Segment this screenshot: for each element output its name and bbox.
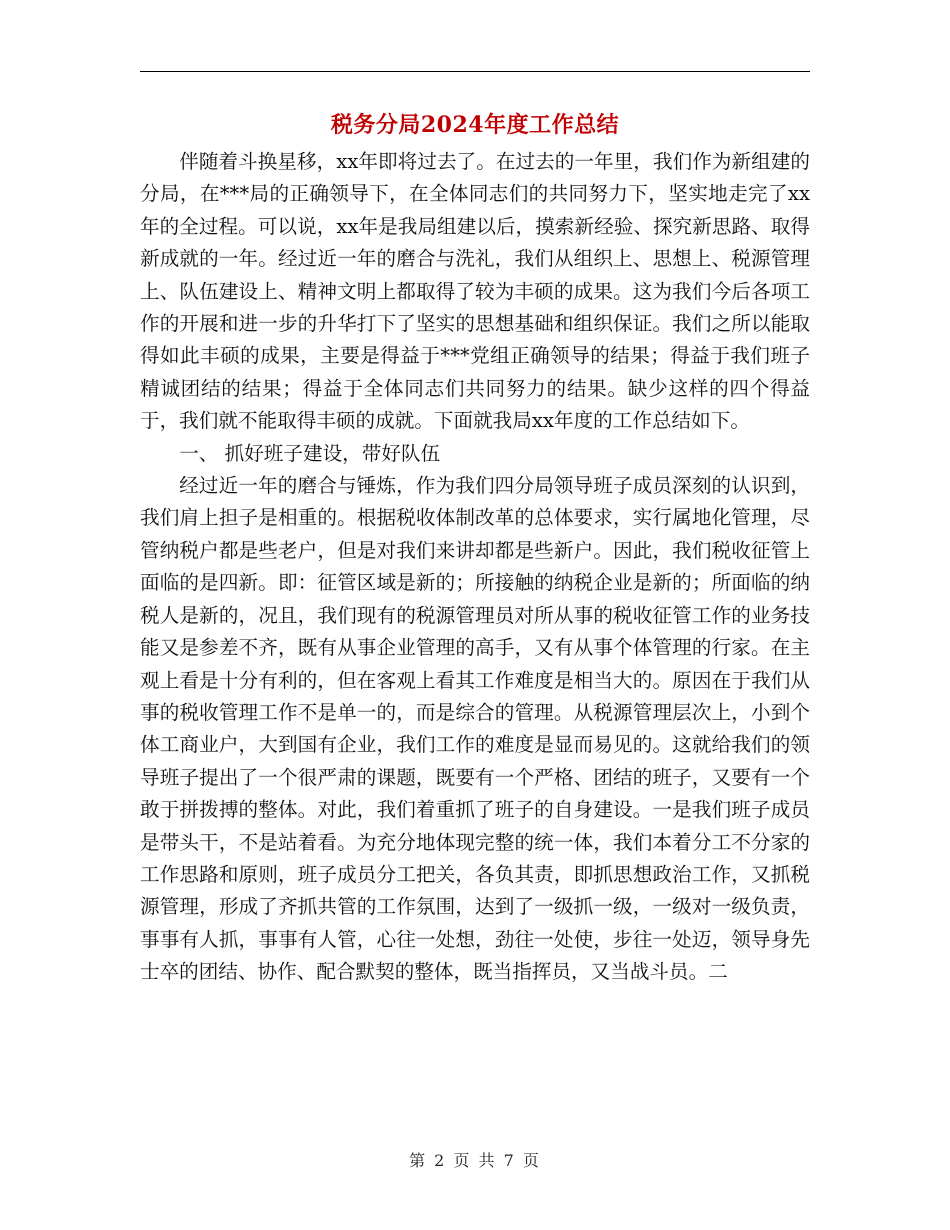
header-rule <box>140 71 810 72</box>
intro-paragraph: 伴随着斗换星移，xx年即将过去了。在过去的一年里，我们作为新组建的分局，在***局的正确领导下，在全体同志们的共同努力下，坚实地走完了xx年的全过程。可以说，xx年是我局组建以后，摸索新经验、探究新思路、取得新成就的一年。经过近一年的磨合与洗礼，我们从组织上、思想上、税源管理上、队伍建设上、精神文明上都取得了较为丰硕的成果。这为我们今后各项工作的开展和进一步的升华打下了坚实的思想基础和组织保证。我们之所以能取得如此丰硕的成果，主要是得益于***党组正确领导的结果；得益于我们班子精诚团结的结果；得益于全体同志们共同努力的结果。缺少这样的四个得益于，我们就不能取得丰硕的成就。下面就我局xx年度的工作总结如下。 <box>140 150 810 433</box>
document-body <box>140 146 810 989</box>
section-paragraph: 经过近一年的磨合与锤炼，作为我们四分局领导班子成员深刻的认识到，我们肩上担子是相重的。根据税收体制改革的总体要求，实行属地化管理，尽管纳税户都是些老户，但是对我们来讲却都是些新户。因此，我们税收征管上面临的是四新。即：征管区域是新的；所接触的纳税企业是新的；所面临的纳税人是新的，况且，我们现有的税源管理员对所从事的税收征管工作的业务技能又是参差不齐，既有从事企业管理的高手，又有从事个体管理的行家。在主观上看是十分有利的，但在客观上看其工作难度是相当大的。原因在于我们从事的税收管理工作不是单一的，而是综合的管理。从税源管理层次上，小到个体工商业户，大到国有企业，我们工作的难度是显而易见的。这就给我们的领导班子提出了一个很严肃的课题，既要有一个严格、团结的班子，又要有一个敢于拼拨搏的整体。对此，我们着重抓了班子的自身建设。一是我们班子成员是带头干，不是站着看。为充分地体现完整的统一体，我们本着分工不分家的工作思路和原则，班子成员分工把关，各负其责，即抓思想政治工作，又抓税源管理，形成了齐抓共管的工作氛围，达到了一级抓一级，一级对一级负责，事事有人抓，事事有人管，心往一处想，劲往一处使，步往一处迈，领导身先士卒的团结、协作、配合默契的整体，既当指挥员，又当战斗员。二 <box>140 474 810 984</box>
section-heading: 一、 抓好班子建设，带好队伍 <box>179 441 441 465</box>
document-title: 税务分局2024年度工作总结 <box>330 112 620 138</box>
page-footer: 第 2 页 共 7 页 <box>409 1151 541 1170</box>
